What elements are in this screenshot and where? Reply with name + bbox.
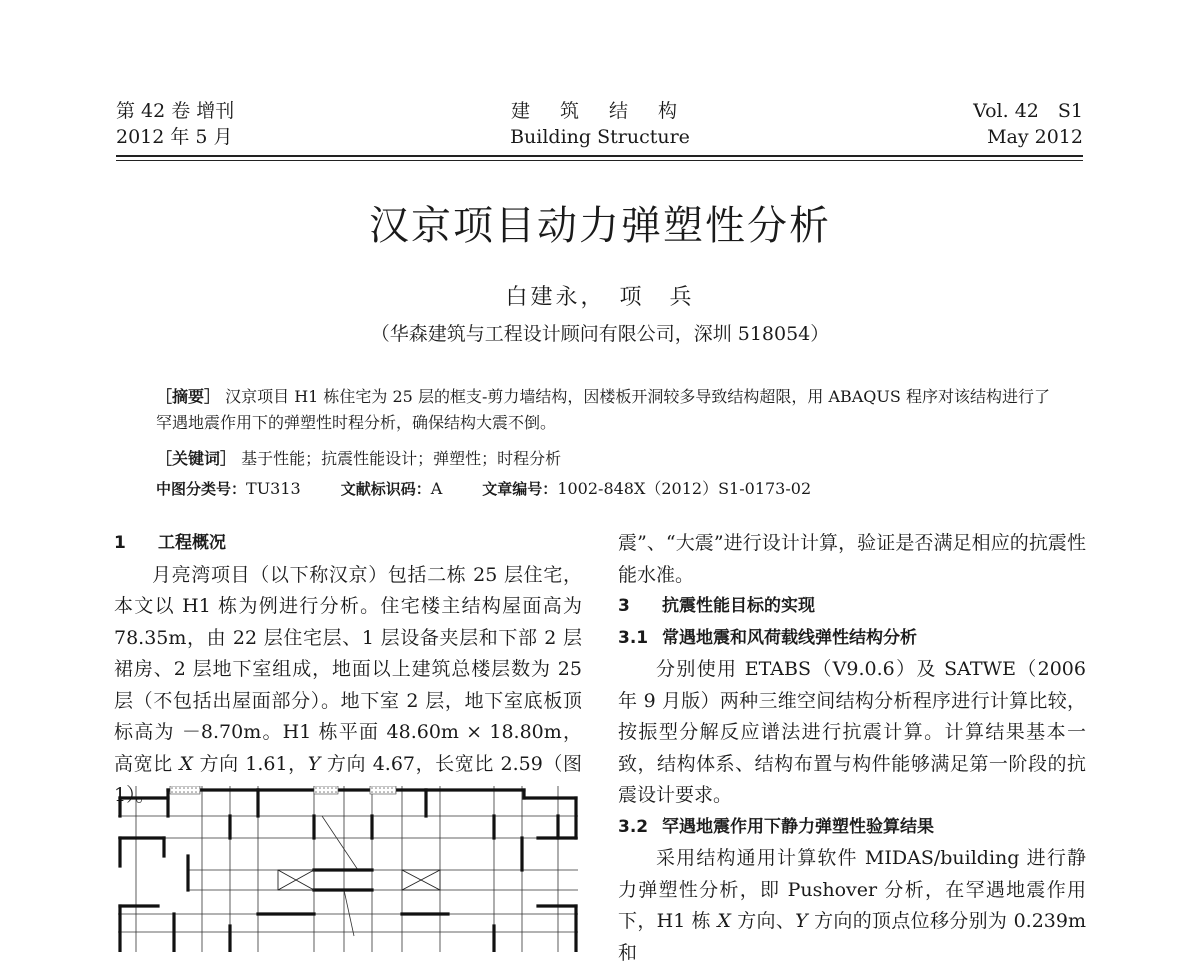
paragraph-text: 方向、 [730,910,796,932]
paragraph-text: 方向 1.61， [192,752,308,775]
var-x: X [179,752,193,775]
doc-code-value: A [430,479,443,498]
var-y: Y [307,752,321,775]
floor-plan-figure [118,786,578,952]
header-rule-bottom [116,160,1083,161]
continued-paragraph: 震”、“大震”进行设计计算，验证是否满足相应的抗震性能水准。 [618,532,1086,586]
article-no-value: 1002-848X（2012）S1-0173-02 [557,479,812,498]
abstract [156,384,1056,436]
header-journal-cn: 建 筑 结 构 [510,100,690,122]
section-1-paragraph [114,560,582,812]
abstract-label: ［摘要］ [156,387,221,406]
classification-row [156,476,851,502]
clc-field [156,476,301,502]
paragraph-text: 采用结构通用计算软件 MIDAS/building 进行静力弹塑性分析，即 Pushover 分析，在罕遇地震作用下，H1 栋 [618,847,1086,932]
section-3-number: 3 [618,596,630,616]
keywords-text: 基于性能；抗震性能设计；弹塑性；时程分析 [241,449,562,468]
plan-openings [278,870,440,890]
doc-code-field [341,476,443,502]
doc-code-label: 文献标识码： [340,480,431,498]
header-volume-date-en [900,98,1083,150]
header-journal-en: Building Structure [510,126,690,148]
header-date-en: May 2012 [987,126,1083,148]
header-volume-en: Vol. 42 S1 [973,100,1083,122]
section-3-2-title: 罕遇地震作用下静力弹塑性验算结果 [662,816,934,837]
var-x: X [717,910,731,932]
article-title: 汉京项目动力弹塑性分析 [369,203,831,249]
section-1-title: 工程概况 [158,533,226,553]
paragraph-text: 月亮湾项目（以下称汉京）包括二栋 25 层住宅，本文以 H1 栋为例进行分析。住宅楼主结构屋面高为 78.35m，由 22 层住宅层、1 层设备夹层和下部 2 层裙房、2 层地下室组成，地面以上建筑总楼层数为 25 层（不包括出屋面部分）。地下室 2 层，地下室底板顶标高为 －8.70m。H1 栋平面 48.60m × 18.80m，高宽比 [114,563,582,775]
var-y: Y [795,910,808,932]
section-3-1-heading [618,623,1086,655]
section-1-number: 1 [114,533,126,553]
header-volume-cn: 第 42 卷 增刊 [116,100,235,122]
section-3-2-paragraph [618,843,1086,969]
article-affiliation: （华森建筑与工程设计顾问有限公司，深圳 518054） [370,323,830,345]
section-3-1-title: 常遇地震和风荷载线弹性结构分析 [662,627,917,648]
clc-value: TU313 [246,479,301,498]
section-3-heading [618,591,1086,623]
section-3-1-paragraph: 分别使用 ETABS（V9.0.6）及 SATWE（2006 年 9 月版）两种三维空间结构分析程序进行计算比较，按振型分解反应谱法进行抗震计算。计算结果基本一致，结构体系、结构布置与构件能够满足第一阶段的抗震设计要求。 [618,658,1086,806]
plan-shear-walls [120,790,576,952]
section-3-2-heading [618,812,1086,844]
body-right-column [618,528,1086,969]
keywords [156,446,1056,472]
article-authors: 白建永， 项 兵 [505,285,695,310]
paragraph-text: 方向 4.67，长宽比 2.59（图 1）。 [114,752,582,806]
abstract-text: 汉京项目 H1 栋住宅为 25 层的框支-剪力墙结构，因楼板开洞较多导致结构超限，用 ABAQUS 程序对该结构进行了罕遇地震作用下的弹塑性时程分析，确保结构大震不倒。 [156,387,1050,432]
section-3-1-number: 3.1 [618,627,649,648]
keywords-label: ［关键词］ [156,449,237,468]
section-1-heading [114,528,582,560]
header-date-cn: 2012 年 5 月 [116,126,233,148]
section-3-2-number: 3.2 [618,816,649,837]
article-no-label: 文章编号： [482,480,558,498]
paragraph-text: 方向的顶点位移分别为 0.239m 和 [618,910,1086,964]
article-no-field [482,476,811,502]
header-rule-top [116,155,1083,157]
section-3-title: 抗震性能目标的实现 [662,596,815,616]
body-left-column [114,528,582,812]
clc-label: 中图分类号： [156,480,247,498]
